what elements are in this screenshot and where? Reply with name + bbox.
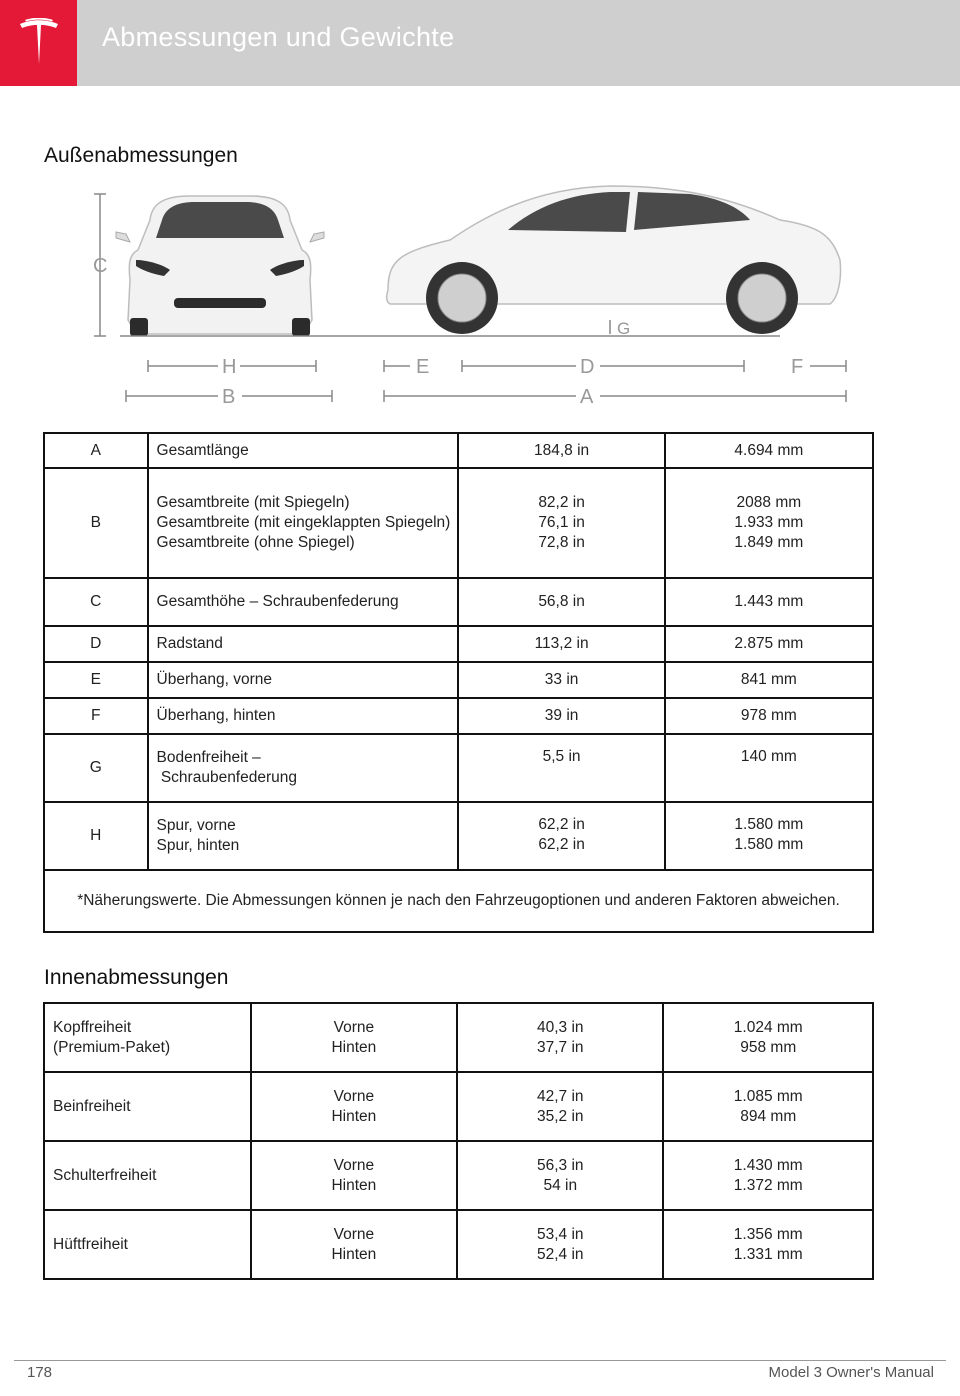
dimension-description bbox=[148, 578, 459, 626]
table-row bbox=[44, 578, 873, 626]
cell-line: Hinten bbox=[331, 1107, 377, 1125]
cell-line: Hüftfreiheit bbox=[53, 1235, 128, 1253]
car-dimensions-figure bbox=[90, 180, 870, 410]
interior-dimensions-table bbox=[43, 1002, 874, 1280]
cell-line: Vorne bbox=[333, 1225, 375, 1243]
cell-line: 2.875 mm bbox=[734, 635, 804, 652]
interior-label bbox=[44, 1072, 251, 1141]
cell-line: Radstand bbox=[156, 635, 223, 652]
dimension-letter: D bbox=[44, 626, 148, 662]
dimension-letter: B bbox=[44, 468, 148, 578]
car-side-view bbox=[387, 186, 841, 334]
table-row bbox=[44, 802, 873, 870]
cell-line: (Premium-Paket) bbox=[53, 1038, 171, 1056]
dimension-description bbox=[148, 734, 459, 802]
dimension-inches bbox=[458, 698, 664, 734]
dimension-description bbox=[148, 698, 459, 734]
dimension-mm bbox=[665, 578, 873, 626]
interior-section-title: Innenabmessungen bbox=[44, 966, 229, 989]
tesla-logo bbox=[0, 0, 77, 86]
table-row-note bbox=[44, 870, 873, 932]
dimension-letter: A bbox=[44, 433, 148, 468]
dimension-inches bbox=[458, 468, 664, 578]
cell-line: 72,8 in bbox=[538, 534, 585, 551]
cell-line: 1.430 mm bbox=[733, 1156, 803, 1174]
label-c: C bbox=[93, 255, 108, 277]
cell-line: 1.024 mm bbox=[733, 1018, 803, 1036]
label-e: E bbox=[416, 356, 430, 378]
cell-line: 5,5 in bbox=[542, 748, 581, 765]
cell-line: 37,7 in bbox=[537, 1038, 584, 1056]
cell-line: 1.933 mm bbox=[734, 514, 804, 531]
cell-line: Gesamtbreite (mit eingeklappten Spiegeln) bbox=[156, 514, 451, 531]
interior-mm bbox=[663, 1003, 873, 1072]
cell-line: 978 mm bbox=[740, 707, 797, 724]
cell-line: Vorne bbox=[333, 1087, 375, 1105]
interior-inches bbox=[457, 1210, 663, 1279]
page-title: Abmessungen und Gewichte bbox=[102, 22, 455, 52]
interior-mm bbox=[663, 1072, 873, 1141]
cell-line: Hinten bbox=[331, 1245, 377, 1263]
label-f: F bbox=[791, 356, 804, 378]
cell-line: 76,1 in bbox=[538, 514, 585, 531]
exterior-dimensions-table bbox=[43, 432, 874, 933]
cell-line: Gesamthöhe – Schraubenfederung bbox=[156, 593, 399, 610]
cell-line: 35,2 in bbox=[537, 1107, 584, 1125]
table-row bbox=[44, 1141, 873, 1210]
cell-line: 82,2 in bbox=[538, 494, 585, 511]
manual-title: Model 3 Owner's Manual bbox=[768, 1364, 934, 1381]
seat-position bbox=[251, 1003, 457, 1072]
page-number: 178 bbox=[27, 1364, 53, 1381]
interior-label bbox=[44, 1210, 251, 1279]
label-a: A bbox=[580, 386, 594, 408]
cell-line: 140 mm bbox=[740, 748, 797, 765]
cell-line: Spur, vorne bbox=[156, 817, 236, 834]
dimension-description bbox=[148, 662, 459, 698]
cell-line: Überhang, hinten bbox=[156, 707, 276, 724]
dimension-letter: E bbox=[44, 662, 148, 698]
label-g: G bbox=[617, 319, 631, 338]
cell-line: 1.372 mm bbox=[733, 1176, 803, 1194]
cell-line: 40,3 in bbox=[537, 1018, 584, 1036]
dimension-mm bbox=[665, 662, 873, 698]
table-row bbox=[44, 433, 873, 468]
dimension-inches bbox=[458, 734, 664, 802]
cell-line: 1.580 mm bbox=[734, 836, 804, 853]
cell-line: Beinfreiheit bbox=[53, 1097, 131, 1115]
cell-line: 1.580 mm bbox=[734, 816, 804, 833]
table-row bbox=[44, 1210, 873, 1279]
seat-position bbox=[251, 1072, 457, 1141]
dimension-letter: G bbox=[44, 734, 148, 802]
cell-line: 56,3 in bbox=[537, 1156, 584, 1174]
dimension-mm bbox=[665, 626, 873, 662]
cell-line: Überhang, vorne bbox=[156, 671, 272, 688]
dimension-letter: C bbox=[44, 578, 148, 626]
interior-inches bbox=[457, 1141, 663, 1210]
dimension-mm bbox=[665, 698, 873, 734]
cell-line: Hinten bbox=[331, 1176, 377, 1194]
dimension-inches bbox=[458, 433, 664, 468]
dimension-mm bbox=[665, 433, 873, 468]
dimension-mm bbox=[665, 734, 873, 802]
exterior-section-title: Außenabmessungen bbox=[44, 144, 238, 167]
page-header bbox=[0, 0, 960, 86]
cell-line: Gesamtbreite (mit Spiegeln) bbox=[156, 494, 350, 511]
cell-line: Schraubenfederung bbox=[156, 769, 297, 786]
cell-line: 53,4 in bbox=[537, 1225, 584, 1243]
cell-line: Kopffreiheit bbox=[53, 1018, 132, 1036]
dimension-description bbox=[148, 802, 459, 870]
footnote: *Näherungswerte. Die Abmessungen können je nach den Fahrzeugoptionen und anderen Faktoren abweichen. bbox=[44, 870, 873, 932]
cell-line: 1.085 mm bbox=[733, 1087, 803, 1105]
footer-divider bbox=[14, 1360, 946, 1361]
cell-line: 52,4 in bbox=[537, 1245, 584, 1263]
cell-line: Gesamtbreite (ohne Spiegel) bbox=[156, 534, 355, 551]
dimension-inches bbox=[458, 662, 664, 698]
interior-inches bbox=[457, 1003, 663, 1072]
table-row bbox=[44, 734, 873, 802]
cell-line: 42,7 in bbox=[537, 1087, 584, 1105]
interior-mm bbox=[663, 1141, 873, 1210]
cell-line: 1.331 mm bbox=[733, 1245, 803, 1263]
car-front-view bbox=[116, 196, 324, 336]
dimension-inches bbox=[458, 626, 664, 662]
table-row bbox=[44, 468, 873, 578]
tesla-t-icon bbox=[17, 18, 61, 68]
cell-line: Hinten bbox=[331, 1038, 377, 1056]
dimension-inches bbox=[458, 578, 664, 626]
dimension-description bbox=[148, 468, 459, 578]
seat-position bbox=[251, 1210, 457, 1279]
cell-line: 841 mm bbox=[740, 671, 797, 688]
cell-line: 1.356 mm bbox=[733, 1225, 803, 1243]
cell-line: 184,8 in bbox=[534, 441, 590, 459]
cell-line: Gesamtlänge bbox=[156, 441, 249, 459]
dimension-mm bbox=[665, 802, 873, 870]
interior-mm bbox=[663, 1210, 873, 1279]
cell-line: Spur, hinten bbox=[156, 837, 240, 854]
label-d: D bbox=[580, 356, 595, 378]
interior-label bbox=[44, 1003, 251, 1072]
cell-line: 62,2 in bbox=[538, 836, 585, 853]
seat-position bbox=[251, 1141, 457, 1210]
cell-line: 39 in bbox=[544, 707, 579, 724]
cell-line: 1.443 mm bbox=[734, 593, 804, 610]
interior-inches bbox=[457, 1072, 663, 1141]
table-row bbox=[44, 1072, 873, 1141]
table-row bbox=[44, 1003, 873, 1072]
label-h: H bbox=[222, 356, 237, 378]
cell-line: 33 in bbox=[544, 671, 579, 688]
dimension-mm bbox=[665, 468, 873, 578]
cell-line: Schulterfreiheit bbox=[53, 1166, 157, 1184]
cell-line: Vorne bbox=[333, 1156, 375, 1174]
cell-line: 1.849 mm bbox=[734, 534, 804, 551]
cell-line: 2088 mm bbox=[736, 494, 802, 511]
dimension-description bbox=[148, 626, 459, 662]
cell-line: 56,8 in bbox=[538, 593, 585, 610]
cell-line: Bodenfreiheit – bbox=[156, 749, 261, 766]
dimension-letter: F bbox=[44, 698, 148, 734]
dimension-inches bbox=[458, 802, 664, 870]
table-row bbox=[44, 662, 873, 698]
label-b: B bbox=[222, 386, 236, 408]
table-row bbox=[44, 626, 873, 662]
table-row bbox=[44, 698, 873, 734]
cell-line: 4.694 mm bbox=[734, 441, 804, 459]
cell-line: 62,2 in bbox=[538, 816, 585, 833]
cell-line: 113,2 in bbox=[534, 635, 589, 652]
cell-line: 54 in bbox=[543, 1176, 578, 1194]
cell-line: 894 mm bbox=[740, 1107, 797, 1125]
cell-line: Vorne bbox=[333, 1018, 375, 1036]
cell-line: 958 mm bbox=[740, 1038, 797, 1056]
interior-label bbox=[44, 1141, 251, 1210]
dimension-letter: H bbox=[44, 802, 148, 870]
dimension-description bbox=[148, 433, 459, 468]
